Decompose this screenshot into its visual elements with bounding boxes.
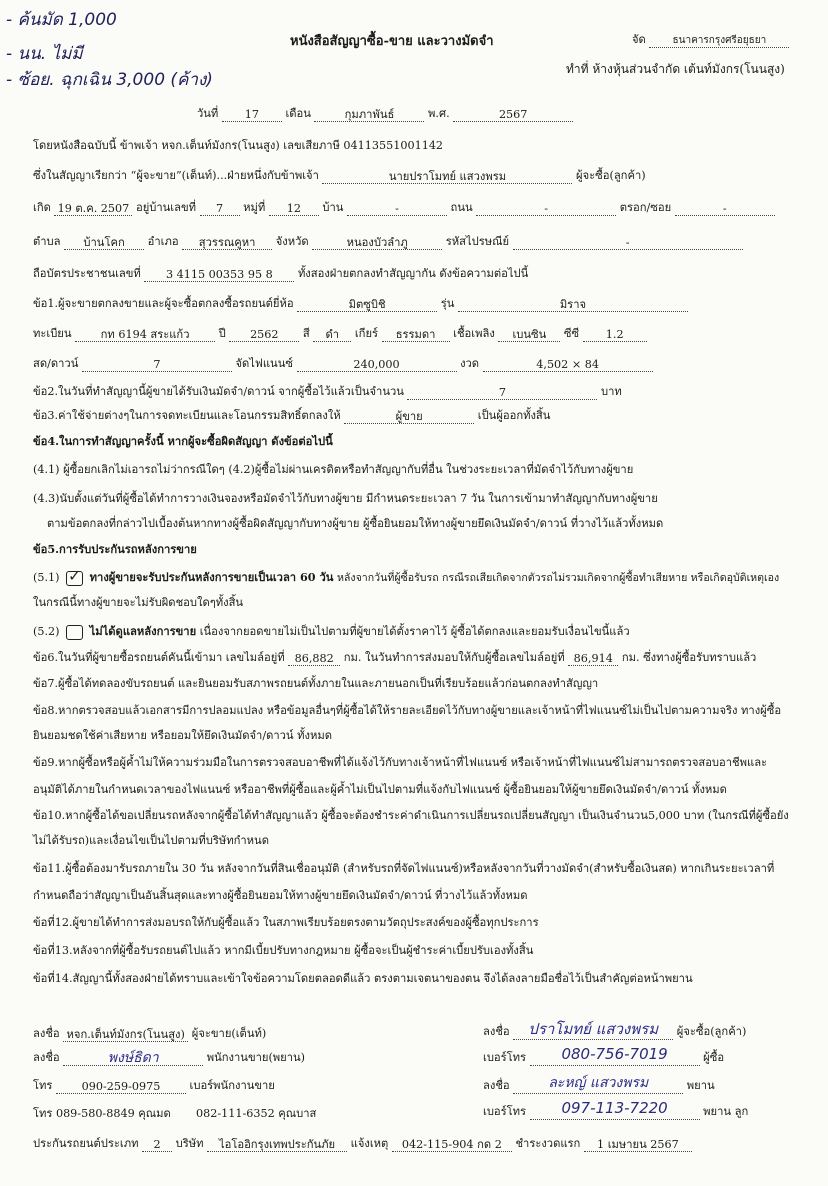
clause-8-line-1: ข้อ8.หากตรวจสอบแล้วเอกสารมีการปลอมแปลง หรือข้อมูลอื่นๆที่ผู้ซื้อได้ให้รายละเอียดไว้กับทางผู้ขายและเจ้าหน้าที่ไฟแนนซ์ไม่เป็นไปตามความจริง ทางผู้ซื้อ <box>33 704 782 717</box>
down-value: 7 <box>82 358 232 372</box>
clause-10-line-2: ไม่ได้รับรถ)และเงื่อนไขเป็นไปตามที่บริษัทกำหนด <box>33 834 269 847</box>
clause-12: ข้อที่12.ผู้ขายได้ทำการส่งมอบรถให้กับผู้ซื้อแล้ว ในสภาพเรียบร้อยตรงตามวัตถุประสงค์ของผู้ซื้อทุกประการ <box>33 916 539 929</box>
option-5-1-line-2: ในกรณีนี้ทางผู้ขายจะไม่รับผิดชอบใดๆทั้งสิ้น <box>33 596 244 609</box>
option-5-1-bold: ทางผู้ขายจะรับประกันหลังการขายเป็นเวลา 60 วัน <box>89 570 334 584</box>
option-5-1-rest: หลังจากวันที่ผู้ซื้อรับรถ กรณีรถเสียเกิดจากตัวรถไม่รวมเกิดจากผู้ซื้อทำเสียหาย หรือเกิดอุบัติเหตุเอง <box>336 572 780 584</box>
party-suffix: ผู้จะซื้อ(ลูกค้า) <box>576 169 646 182</box>
clause-9-line-1: ข้อ9.หากผู้ซื้อหรือผู้ค้ำไม่ให้ความร่วมมือในการตรวจสอบอาชีพที่ได้แจ้งไว้กับทางเจ้าหน้าที่ไฟแนนซ์ หรือเจ้าหน้าที่ไฟแนนซ์ไม่สามารถตรวจสอบอาชีพและ <box>33 756 768 769</box>
insurance-type-label: ประกันรถยนต์ประเภท <box>33 1137 139 1150</box>
brand-value: มิตซูบิชิ <box>297 298 437 312</box>
address-line <box>33 198 775 216</box>
soi-label: ตรอก/ซอย <box>619 201 672 214</box>
option-5-1-checkbox[interactable] <box>66 566 83 586</box>
buyer-name: นายปราโมทย์ แสวงพรม <box>322 170 572 184</box>
address-value: ห้างหุ้นส่วนจำกัด เต้นท์มังกร(โนนสูง) <box>592 62 785 76</box>
option-5-2-checkbox[interactable] <box>66 625 83 640</box>
month-label: เดือน <box>285 107 311 120</box>
clause-7: ข้อ7.ผู้ซื้อได้ทดลองขับรถยนต์ และยินยอมรับสภาพรถยนต์ทั้งภายในและภายนอกเป็นที่เรียบร้อยแล้วก่อนตกลงทำสัญญา <box>33 677 599 690</box>
address-row <box>566 60 785 79</box>
buyer-sign-label: ลงชื่อ <box>483 1025 510 1038</box>
clause-6 <box>33 648 756 666</box>
staff-tel-role: เบอร์พนักงานขาย <box>189 1079 275 1092</box>
contact-tel-2: 082-111-6352 คุณบาส <box>196 1107 317 1120</box>
staff-tel: 090-259-0975 <box>56 1080 186 1094</box>
clause-6-b: กม. ในวันทำการส่งมอบให้กับผู้ซื้อเลขไมล์อยู่ที่ <box>343 651 565 664</box>
car-year-label: ปี <box>218 327 226 340</box>
tambon-line <box>33 232 743 250</box>
fuel-label: เชื้อเพลิง <box>453 327 495 340</box>
address-label: ทำที่ <box>566 62 589 76</box>
jat-label: จัด <box>632 33 646 46</box>
reg-value: กท 6194 สระแก้ว <box>75 328 215 342</box>
id-label: ถือบัตรประชาชนเลขที่ <box>33 267 141 280</box>
day-value: 17 <box>222 108 282 122</box>
clause-3-suffix: เป็นผู้ออกทั้งสิ้น <box>477 409 551 422</box>
reg-label: ทะเบียน <box>33 327 72 340</box>
seller-sign-label: ลงชื่อ <box>33 1027 60 1040</box>
car-year-value: 2562 <box>229 328 299 342</box>
party-prefix: ซึ่งในสัญญาเรียกว่า “ผู้จะขาย”(เต็นท์)...ฝ่ายหนึ่งกับข้าพเจ้า <box>33 169 319 182</box>
staff-tel-label: โทร <box>33 1079 53 1092</box>
house-value: 7 <box>200 202 240 216</box>
clause-11-line-1: ข้อ11.ผู้ซื้อต้องมารับรถภายใน 30 วัน หลังจากวันที่สินเชื่ออนุมัติ (สำหรับรถที่จัดไฟแนนซ์)หรือหลังจากวันที่วางมัดจำ(สำหรับซื้อเงินสด) หากเกินระยะเวลาที่ <box>33 862 775 875</box>
day-label: วันที่ <box>197 107 219 120</box>
check-icon: ✓ <box>68 566 81 585</box>
claim-number: 042-115-904 กด 2 <box>392 1138 512 1152</box>
clause-14: ข้อที่14.สัญญานี้ทั้งสองฝ่ายได้ทราบและเข้าใจข้อความโดยตลอดดีแล้ว ตรงตามเจตนาของตน จึงได้ลงลายมือชื่อไว้เป็นสำคัญต่อหน้าพยาน <box>33 972 693 985</box>
ban-label: บ้าน <box>322 201 344 214</box>
witness-tel: 097-113-7220 <box>530 1102 700 1120</box>
insurance-company: ไอโออิกรุงเทพประกันภัย <box>207 1138 347 1152</box>
buyer-tel-row <box>483 1045 725 1066</box>
option-5-1-prefix: (5.1) <box>33 571 60 584</box>
staff-sign-row <box>33 1048 305 1066</box>
witness-signature: ละหญ์ แสวงพรม <box>513 1077 683 1094</box>
staff-role: พนักงานขาย(พยาน) <box>206 1051 306 1064</box>
clause-10-line-1: ข้อ10.หากผู้ซื้อได้ขอเปลี่ยนรถหลังจากผู้ซื้อได้ทำสัญญาแล้ว ผู้ซื้อจะต้องชำระค่าดำเนินการเปลี่ยนรถเปลี่ยนสัญญา เป็นเงินจำนวน5,000 บาท (ในกรณีที่ผู้ซื้อยัง <box>33 809 789 822</box>
clause-13: ข้อที่13.หลังจากที่ผู้ซื้อรับรถยนต์ไปแล้ว หากมีเบี้ยปรับทางกฎหมาย ผู้ซื้อจะเป็นผู้ชำระค่าเบี้ยปรับเองทั้งสิ้น <box>33 944 534 957</box>
clause-1-details <box>33 324 647 342</box>
claim-label: แจ้งเหตุ <box>350 1137 389 1150</box>
option-5-2 <box>33 622 630 640</box>
party-line <box>33 166 646 184</box>
clause-6-c: กม. ซึ่งทางผู้ซื้อรับทราบแล้ว <box>621 651 757 664</box>
ban-value: - <box>347 202 447 216</box>
id-line <box>33 264 528 282</box>
clause-3-label: ข้อ3.ค่าใช้จ่ายต่างๆในการจดทะเบียนและโอนกรรมสิทธิ์ตกลงให้ <box>33 409 341 422</box>
province-value: หนองบัวลำภู <box>312 236 442 250</box>
insurance-type: 2 <box>142 1138 172 1152</box>
road-value: - <box>476 202 616 216</box>
installment-label: งวด <box>460 357 480 370</box>
clause-5-title: ข้อ5.การรับประกันรถหลังการขาย <box>33 542 197 556</box>
gear-value: ธรรมดา <box>382 328 450 342</box>
clause-11-line-2: กำหนดถือว่าสัญญาเป็นอันสิ้นสุดและทางผู้ซื้อยินยอมให้ทางผู้ขายยึดเงินมัดจำ/ดาวน์ ที่วางไว้แล้วทั้งหมด <box>33 889 528 902</box>
first-payment-label: ชำระงวดแรก <box>515 1137 581 1150</box>
year-label: พ.ศ. <box>428 107 450 120</box>
witness-tel-row <box>483 1099 749 1120</box>
contract-title: หนังสือสัญญาซื้อ-ขาย และวางมัดจำ <box>290 34 494 49</box>
clause-4-line-3: ตามข้อตกลงที่กล่าวไปเบื้องต้นหากทางผู้ซื้อผิดสัญญากับทางผู้ขาย ผู้ซื้อยินยอมให้ทางผู้ขายยึดเงินมัดจำ/ดาวน์ ที่วางไว้แล้วทั้งหมด <box>47 517 664 530</box>
mileage-in: 86,882 <box>288 652 340 666</box>
witness-tel-role: พยาน ลูก <box>703 1105 749 1118</box>
buyer-tel-role: ผู้ซื้อ <box>703 1051 725 1064</box>
down-label: สด/ดาวน์ <box>33 357 79 370</box>
zip-label: รหัสไปรษณีย์ <box>445 235 510 248</box>
soi-value: - <box>675 202 775 216</box>
clause-1-finance <box>33 354 653 372</box>
insurance-company-label: บริษัท <box>175 1137 204 1150</box>
option-5-1 <box>33 568 779 586</box>
house-label: อยู่บ้านเลขที่ <box>136 201 197 214</box>
mileage-out: 86,914 <box>568 652 618 666</box>
margin-note-3: - ซ้อย. ฉุกเฉิน 3,000 (ค้าง) <box>6 70 213 90</box>
amphoe-label: อำเภอ <box>147 235 179 248</box>
clause-4-line-2: (4.3)นับตั้งแต่วันที่ผู้ซื้อได้ทำการวางเงินจองหรือมัดจำไว้กับทางผู้ขาย มีกำหนดระยะเวลา 7 วัน ในการเข้ามาทำสัญญากับทางผู้ขาย <box>33 492 658 505</box>
deposit-amount: 7 <box>407 386 597 400</box>
seller-sign-row <box>33 1024 266 1042</box>
born-value: 19 ต.ค. 2507 <box>54 202 132 216</box>
clause-4-line-1: (4.1) ผู้ซื้อยกเลิกไม่เอารถไม่ว่ากรณีใดๆ (4.2)ผู้ซื้อไม่ผ่านเครดิตหรือทำสัญญากับที่อื่น ในช่วงระยะเวลาที่มัดจำไว้กับทางผู้ขาย <box>33 463 634 476</box>
seller-role: ผู้จะขาย(เต็นท์) <box>191 1027 267 1040</box>
witness-role: พยาน <box>686 1079 715 1092</box>
date-row <box>197 104 573 122</box>
tambon-value: บ้านโคก <box>64 236 144 250</box>
staff-signature: พงษ์ธิดา <box>63 1052 203 1066</box>
tambon-label: ตำบล <box>33 235 61 248</box>
witness-sign-label: ลงชื่อ <box>483 1079 510 1092</box>
option-5-2-bold: ไม่ได้ดูแลหลังการขาย <box>89 624 197 638</box>
buyer-tel: 080-756-7019 <box>530 1048 700 1066</box>
clause-1 <box>33 294 688 312</box>
fee-payer: ผู้ขาย <box>344 410 474 424</box>
model-value: มิราจ <box>458 298 688 312</box>
buyer-sign-row <box>483 1022 746 1040</box>
installment-value: 4,502 × 84 <box>483 358 653 372</box>
cc-label: ซีซี <box>563 327 580 340</box>
fuel-value: เบนซิน <box>498 328 560 342</box>
deposit-unit: บาท <box>601 385 622 398</box>
zip-value: - <box>513 236 743 250</box>
color-label: สี <box>302 327 310 340</box>
jat-value: ธนาคารกรุงศรีอยุธยา <box>649 34 789 48</box>
finance-label: จัดไฟแนนซ์ <box>235 357 293 370</box>
clause-6-a: ข้อ6.ในวันที่ผู้ขายซื้อรถยนต์คันนี้เข้ามา เลขไมล์อยู่ที่ <box>33 651 285 664</box>
clause-4-title: ข้อ4.ในการทำสัญญาครั้งนี้ หากผู้จะซื้อผิดสัญญา ดังข้อต่อไปนี้ <box>33 434 333 448</box>
seller-name: หจก.เต็นท์มังกร(โนนสูง) <box>63 1028 188 1042</box>
staff-tel-row <box>33 1076 275 1094</box>
insurance-row <box>33 1134 692 1152</box>
buyer-role: ผู้จะซื้อ(ลูกค้า) <box>676 1025 747 1038</box>
clause-9-line-2: อนุมัติได้ภายในกำหนดเวลาของไฟแนนซ์ หรืออาชีพที่ผู้ซื้อและผู้ค้ำไม่เป็นไปตามที่แจ้งกับไฟแนนซ์ ผู้ซื้อยินยอมให้ผู้ขายยึดเงินมัดจำ/ดาวน์ ทั้งหมด <box>33 783 727 796</box>
cc-value: 1.2 <box>583 328 647 342</box>
finance-value: 240,000 <box>297 358 457 372</box>
born-label: เกิด <box>33 201 51 214</box>
month-value: กุมภาพันธ์ <box>314 108 424 122</box>
clause-1-label: ข้อ1.ผู้จะขายตกลงขายและผู้จะซื้อตกลงซื้อรถยนต์ยี่ห้อ <box>33 297 294 310</box>
buyer-signature: ปราโมทย์ แสวงพรม <box>513 1023 673 1040</box>
intro-line: โดยหนังสือฉบับนี้ ข้าพเจ้า หจก.เต็นท์มังกร(โนนสูง) เลขเสียภาษี 04113551001142 <box>33 139 444 152</box>
moo-value: 12 <box>269 202 319 216</box>
option-5-2-rest: เนื่องจากยอดขายไม่เป็นไปตามที่ผู้ขายได้ตั้งราคาไว้ ผู้ซื้อได้ตกลงและยอมรับเงื่อนไขนี้แล้ว <box>199 625 630 638</box>
color-value: ดำ <box>313 328 351 342</box>
id-suffix: ทั้งสองฝ่ายตกลงทำสัญญากัน ดังข้อความต่อไปนี้ <box>297 267 529 280</box>
amphoe-value: สุวรรณคูหา <box>182 236 272 250</box>
road-label: ถนน <box>450 201 473 214</box>
model-label: รุ่น <box>440 297 455 310</box>
province-label: จังหวัด <box>275 235 309 248</box>
option-5-2-prefix: (5.2) <box>33 625 60 638</box>
staff-sign-label: ลงชื่อ <box>33 1051 60 1064</box>
year-value: 2567 <box>453 108 573 122</box>
clause-2 <box>33 382 622 400</box>
clause-8-line-2: ยินยอมชดใช้ค่าเสียหาย หรือยอมให้ยึดเงินมัดจำ/ดาวน์ ทั้งหมด <box>33 729 332 742</box>
witness-sign-row <box>483 1076 715 1094</box>
buyer-tel-label: เบอร์โทร <box>483 1051 527 1064</box>
moo-label: หมู่ที่ <box>243 201 266 214</box>
id-value: 3 4115 00353 95 8 <box>144 268 294 282</box>
margin-note-1: - ค้นมัด 1,000 <box>6 10 117 30</box>
first-payment-date: 1 เมษายน 2567 <box>584 1138 692 1152</box>
witness-tel-label: เบอร์โทร <box>483 1105 527 1118</box>
clause-2-label: ข้อ2.ในวันที่ทำสัญญานี้ผู้ขายได้รับเงินมัดจำ/ดาวน์ จากผู้ซื้อไว้แล้วเป็นจำนวน <box>33 385 404 398</box>
jat-row <box>632 30 789 48</box>
gear-label: เกียร์ <box>354 327 379 340</box>
clause-3 <box>33 406 550 424</box>
contact-tel-1: โทร 089-580-8849 คุณมด <box>33 1107 171 1120</box>
margin-note-2: - นน. ไม่มี <box>6 44 83 64</box>
